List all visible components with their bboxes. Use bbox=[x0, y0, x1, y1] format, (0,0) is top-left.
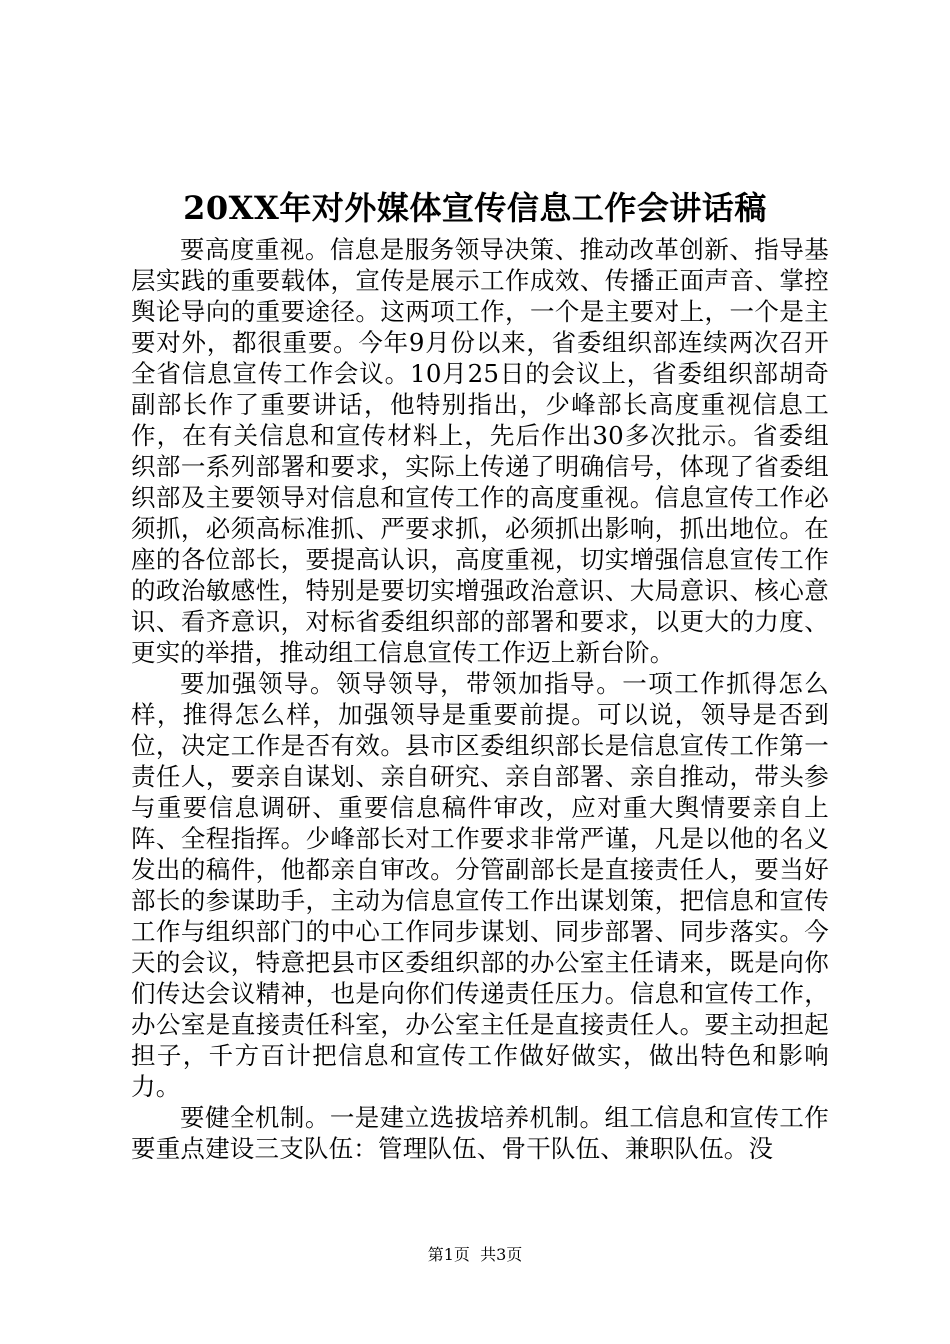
page-footer: 第1页 共3页 bbox=[427, 1245, 523, 1264]
document-body bbox=[131, 234, 829, 1164]
paragraph: 要高度重视。信息是服务领导决策、推动改革创新、指导基层实践的重要载体，宣传是展示工作成效、传播正面声音、掌控舆论导向的重要途径。这两项工作，一个是主要对上，一个是主要对外，都很重要。今年9月份以来，省委组织部连续两次召开全省信息宣传工作会议。10月25日的会议上，省委组织部胡奇副部长作了重要讲话，他特别指出，少峰部长高度重视信息工作，在有关信息和宣传材料上，先后作出30多次批示。省委组织部一系列部署和要求，实际上传递了明确信号，体现了省委组织部及主要领导对信息和宣传工作的高度重视。信息宣传工作必须抓，必须高标准抓、严要求抓，必须抓出影响，抓出地位。在座的各位部长，要提高认识，高度重视，切实增强信息宣传工作的政治敏感性，特别是要切实增强政治意识、大局意识、核心意识、看齐意识，对标省委组织部的部署和要求，以更大的力度、更实的举措，推动组工信息宣传工作迈上新台阶。 bbox=[131, 235, 829, 667]
paragraph: 要加强领导。领导领导，带领加指导。一项工作抓得怎么样，推得怎么样，加强领导是重要前提。可以说，领导是否到位，决定工作是否有效。县市区委组织部长是信息宣传工作第一责任人，要亲自谋划、亲自研究、亲自部署、亲自推动，带头参与重要信息调研、重要信息稿件审改，应对重大舆情要亲自上阵、全程指挥。少峰部长对工作要求非常严谨，凡是以他的名义发出的稿件，他都亲自审改。分管副部长是直接责任人，要当好部长的参谋助手，主动为信息宣传工作出谋划策，把信息和宣传工作与组织部门的中心工作同步谋划、同步部署、同步落实。今天的会议，特意把县市区委组织部的办公室主任请来，既是向你们传达会议精神，也是向你们传递责任压力。信息和宣传工作，办公室是直接责任科室，办公室主任是直接责任人。要主动担起担子，千方百计把信息和宣传工作做好做实，做出特色和影响力。 bbox=[131, 669, 829, 1101]
paragraph: 要健全机制。一是建立选拔培养机制。组工信息和宣传工作要重点建设三支队伍：管理队伍、骨干队伍、兼职队伍。没 bbox=[131, 1103, 829, 1163]
document-title: 20XX年对外媒体宣传信息工作会讲话稿 bbox=[183, 189, 767, 227]
